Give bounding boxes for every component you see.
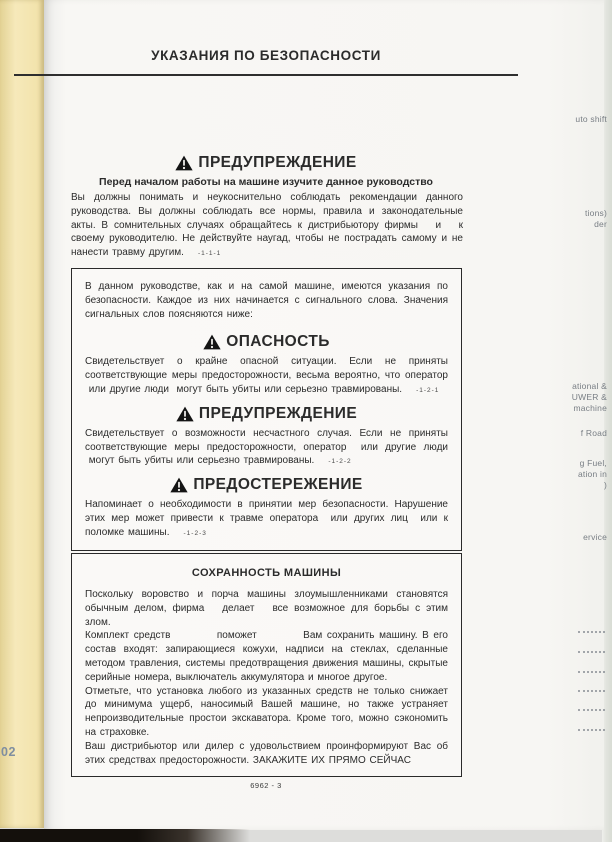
paragraph-ref: -1-1-1 bbox=[197, 250, 222, 258]
machine-security-paragraph: Ваш дистрибьютор или дилер с удовольствием проинформируют Вас об этих средствах предосторожности. ЗАКАЖИТЕ ИХ ПРЯМО СЕЙЧАС bbox=[85, 740, 448, 766]
title-rule bbox=[14, 74, 518, 76]
page-title: УКАЗАНИЯ ПО БЕЗОПАСНОСТИ bbox=[151, 48, 381, 63]
machine-security-paragraph: Комплект средств поможет Вам сохранить машину. В его состав входят: запирающиеся кожухи, надписи на стеклах, сделанные методом травления, системы предотвращения движения машины, скрытые серийные номера, выключатель аккумулятора и многое другое. bbox=[85, 630, 448, 683]
underlying-page-edge bbox=[0, 0, 44, 828]
top-warning-body bbox=[71, 191, 463, 261]
warning-triangle-icon bbox=[170, 477, 188, 493]
warning-body bbox=[85, 427, 448, 469]
danger-text: Свидетельствует о крайне опасной ситуации. Если не приняты соответствующие меры предосторожности, весьма вероятно, что оператор или другие люди могут быть убиты или серьезно травмированы. bbox=[85, 356, 448, 395]
top-warning-label: ПРЕДУПРЕЖДЕНИЕ bbox=[198, 154, 357, 171]
toc-leader-dots bbox=[578, 630, 605, 633]
underpage-fragment: uto shift bbox=[575, 114, 607, 124]
toc-leader-dots bbox=[578, 670, 605, 673]
warning-triangle-icon bbox=[176, 406, 194, 422]
toc-leader-dots bbox=[578, 708, 605, 711]
top-warning-text: Вы должны понимать и неукоснительно соблюдать рекомендации данного руководства. Вы должны соблюдать все нормы, правила и законодательные акты. В сомнительных случаях обращайтесь к дистрибьютору фирмы и к своему руководителю. Не действуйте наугад, чтобы не пострадать самому и не нанести травму другим. bbox=[71, 192, 463, 259]
signal-words-intro: В данном руководстве, как и на самой машине, имеются указания по безопасности. Каждое из них начинается с сигнального слова. Значения сигнальных слов поясняются ниже: bbox=[85, 281, 448, 320]
machine-security-paragraph: Поскольку воровство и порча машины злоумышленниками становятся обычным делом, фирма делает все возможное для борьбы с этим злом. bbox=[85, 589, 448, 628]
underpage-fragment: der bbox=[594, 219, 607, 229]
top-warning-heading bbox=[16, 154, 516, 172]
toc-leader-dots bbox=[578, 728, 605, 731]
underpage-fragment: machine bbox=[573, 403, 607, 413]
paragraph-ref: -1-2-3 bbox=[183, 529, 207, 537]
warning-triangle-icon bbox=[203, 334, 221, 350]
machine-security-box bbox=[71, 553, 462, 777]
underpage-fragment: UWER & bbox=[571, 392, 607, 402]
underpage-fragment: tions) bbox=[585, 208, 607, 218]
warning-heading bbox=[85, 405, 448, 423]
underpage-fragment: g Fuel, bbox=[579, 458, 607, 468]
toc-leader-dots bbox=[578, 650, 605, 653]
page-number: 6962 - 3 bbox=[250, 781, 282, 790]
machine-security-paragraph: Отметьте, что установка любого из указанных средств не только снижает до минимума ущерб, наносимый Вашей машине, но также устраняет непроизводительные простои экскаватора. Кроме того, можно сэкономить на страховке. bbox=[85, 685, 448, 738]
danger-heading bbox=[85, 333, 448, 351]
warning-triangle-icon bbox=[175, 155, 193, 171]
caution-label: ПРЕДОСТЕРЕЖЕНИЕ bbox=[193, 476, 363, 494]
signal-words-box bbox=[71, 268, 462, 551]
caution-body bbox=[85, 498, 448, 540]
warning-text: Свидетельствует о возможности несчастного случая. Если не приняты соответствующие меры предосторожности, оператор или другие люди могут быть убиты или серьезно травмированы. bbox=[85, 427, 448, 467]
danger-body bbox=[85, 355, 448, 397]
underpage-fragment: ervice bbox=[583, 532, 607, 542]
underpage-fragment: f Road bbox=[580, 428, 607, 438]
paragraph-ref: -1-2-2 bbox=[328, 458, 352, 466]
top-warning-subtitle: Перед началом работы на машине изучите данное руководство bbox=[99, 176, 433, 188]
caution-text: Напоминает о необходимости в принятии мер безопасности. Нарушение этих мер может привести к травме оператора или других лиц или к поломке машины. bbox=[85, 499, 448, 538]
danger-label: ОПАСНОСТЬ bbox=[226, 333, 330, 351]
book-cover-edge bbox=[0, 829, 250, 842]
underpage-page-number: 02 bbox=[1, 745, 16, 759]
warning-label: ПРЕДУПРЕЖДЕНИЕ bbox=[198, 404, 358, 422]
underpage-fragment: ational & bbox=[572, 381, 607, 391]
underpage-fragment: ation in bbox=[577, 469, 607, 479]
underpage-fragment: ) bbox=[603, 480, 607, 490]
caution-heading bbox=[85, 476, 448, 494]
machine-security-title: СОХРАННОСТЬ МАШИНЫ bbox=[191, 567, 342, 579]
paragraph-ref: -1-2-1 bbox=[416, 386, 440, 394]
toc-leader-dots bbox=[578, 689, 605, 692]
